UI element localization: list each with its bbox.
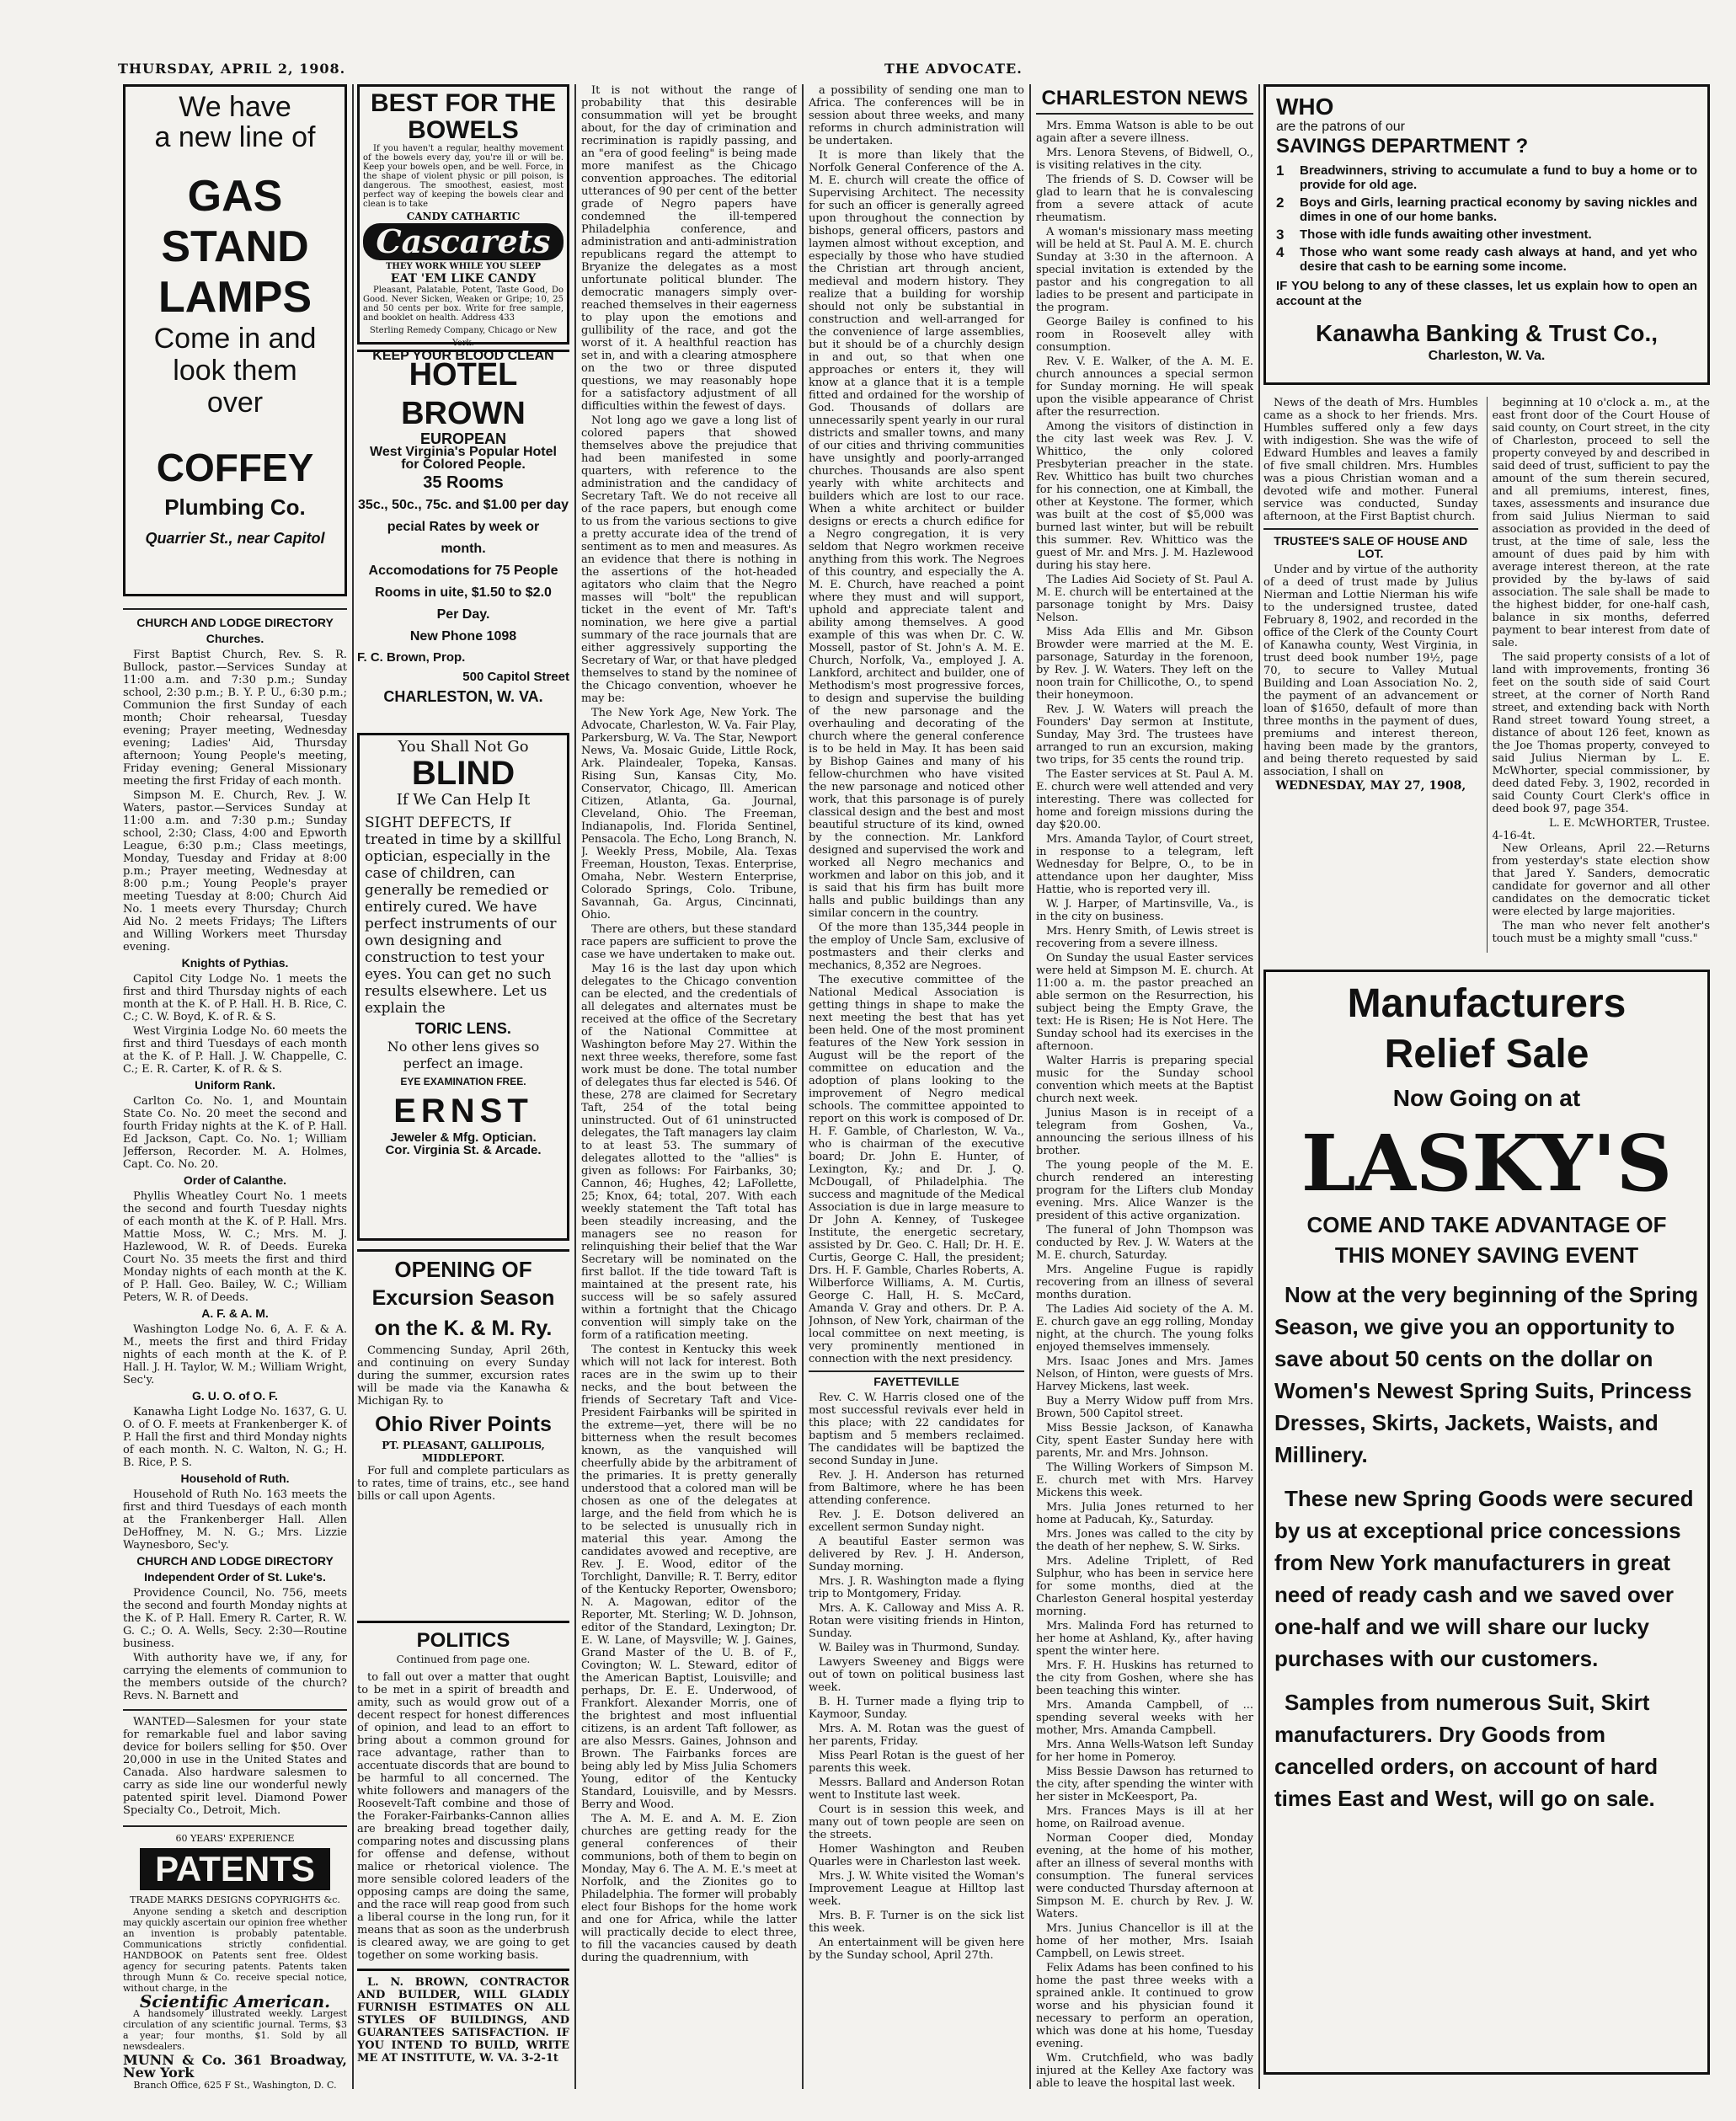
ad-line: BEST FOR THE [370,89,556,117]
news-item: Mrs. Junius Chancellor is ill at the home of her mother, Mrs. Isaiah Campbell, on Lewis street. [1036,1922,1253,1960]
ad-line: Manufacturers [1347,981,1626,1026]
ad-body: These new Spring Goods were secured by us at exceptional price concessions from New York manufacturers in great need of ready cash and we saved over one-half and we will share our lucky purchases with our customers. [1274,1486,1694,1671]
directory-entry: Phyllis Wheatley Court No. 1 meets the second and fourth Tuesday nights of each month at the K. of P. Hall. Mrs. Mattie Moss, W. C.; Mrs. M. J. Hazlewood, W. R. of Deeds. Eureka Court No. 35 meets the first and third Monday nights of each month at the K. of P. Hall. Geo. Bailey, W. C.; William Peters, W. R. of Deeds. [123,1190,347,1304]
column-1 [123,84,347,2097]
directory-entry: Carlton Co. No. 1, and Mountain State Co. No. 20 meet the second and fourth Friday nights at the K. of P. Hall. Ed Jackson, Capt. Co. No. 1; William Jefferson, Recorder. M. A. Holmes, Capt. Co. No. 20. [123,1095,347,1171]
ad-line: STAND [161,222,309,271]
news-item: Mrs. Henry Smith, of Lewis street is recovering from a severe illness. [1036,925,1253,950]
ad-line: West Virginia's Popular Hotel [370,445,557,459]
ad-line: No other lens gives so perfect an image. [387,1039,540,1071]
paper-name: THE ADVOCATE. [884,61,1023,77]
section-heading: CHURCH AND LODGE DIRECTORY [136,616,334,629]
bank-list-item [1276,227,1697,242]
divider [1263,528,1478,530]
bank-list-item [1276,245,1697,274]
politics-article [357,1621,569,1962]
ad-body: Commencing Sunday, April 26th, and continuing on every Sunday during the summer, excursion rates will be made via the Kanawha & Michigan Ry. to [357,1344,569,1408]
column-rule [574,84,576,2089]
news-item: Mrs. Anna Wells-Watson left Sunday for her home in Pomeroy. [1036,1739,1253,1764]
column-6 [1263,84,1710,2097]
ad-line: COME AND TAKE ADVANTAGE OF [1306,1212,1667,1237]
news-item: Mrs. Frances Mays is ill at her home, on Railroad avenue. [1036,1805,1253,1830]
ad-line: Plumbing Co. [164,494,306,520]
article-paragraph: New Orleans, April 22.—Returns from yesterday's state election show that Jared Y. Sanders, democratic candidate for governor and all other candidates on the democratic ticket were elected by large majorities. [1492,842,1710,918]
news-item: Rev. J. H. Anderson has returned from Baltimore, where he has been attending conference. [809,1469,1024,1507]
ad-line: CHARLESTON, W. VA. [383,688,543,705]
news-item: A beautiful Easter sermon was delivered by Rev. J. H. Anderson, Sunday morning. [809,1536,1024,1573]
news-item: Miss Ada Ellis and Mr. Gibson Browder were married at the M. E. parsonage, Saturday in the forenoon, by Rev. J. W. Waters. They left on the noon train for Chillicothe, O., to spend their honeymoon. [1036,626,1253,702]
news-item: Walter Harris is preparing special music for the Sunday school convention which meets at the Baptist church next week. [1036,1055,1253,1105]
item-number: 3 [1276,227,1285,243]
article-paragraph: The contest in Kentucky this week which will not lack for interest. Both races are in the swim up to their necks, and the bout between the friends of Secretary Taft and Vice-President Fairbanks will be spirited in the extreme—yet, there will be no bitterness when the result becomes known, as the vanquished will cheerfully abide by the arbitrament of the primaries. It is pretty generally understood that a colored man will be chosen as one of the delegates at large, and the field from which he is to be selected is unusually rich in material this year. Among the candidates avowed and receptive, are Rev. J. E. Wood, editor of the Torchlight, Danville; R. T. Berry, editor of the Kentucky Reporter, Owensboro; N. A. Magowan, editor of the Reporter, Mt. Sterling; W. D. Johnson, editor of the Standard, Lexington; Dr. E. W. Lane, of Maysville; W. J. Gaines, Grand Master of the U. B. of F., Covington; W. L. Steward, editor of the American Baptist, Louisville; and perhaps, Dr. E. E. Underwood, of Frankfort. Alexander Morris, one of the brightest and most influential citizens, is an ardent Taft follower, as are also Messrs. Gaines, Johnson and Brown. The Fairbanks forces are being ably led by Miss Julia Schomers Young, editor of the Kentucky Standard, Louisville, and by Messrs. Berry and Wood. [581,1344,797,1811]
ad-line: Sterling Remedy Company, Chicago or New York. [369,326,558,348]
patents-ad [123,1825,347,2092]
ad-line: month. [441,542,486,556]
article-paragraph: The executive committee of the National Medical Association is getting things in shape to make the next meeting the best that has yet been held. One of the most prominent features of the New York session in August will be the report of the committee on education and the adoption of plans looking to the improvement of Negro medical schools. The committee appointed to report on this work is composed of Dr. H. F. Gamble, of Charleston, W. Va., who is chairman of the executive board; Dr. John E. Hunter, of Lexington, Ky.; and Dr. J. Q. McDougall, of Philadelphia. The success and magnitude of the Medical Association is due in large measure to Dr John A. Kenney, of Tuskegee Institute, the energetic secretary, assisted by Dr. Geo. C. Hall; Dr. H. E. Curtis, George C. Hall, the president; Drs. H. F. Gamble, Charles Roberts, A. Wilberforce Williams, A. M. Curtis, George C. Hall, H. S. McCard, Amanda V. Gray and others. Dr. P. A. Johnson, of New York, chairman of the local committee on next meeting, is very prominently mentioned in connection with the next presidency. [809,974,1024,1365]
news-item: Mrs. J. R. Washington made a flying trip to Montgomery, Friday. [809,1575,1024,1600]
ad-body: Pleasant, Palatable, Potent, Taste Good, Do Good. Never Sicken, Weaken or Gripe; 10, 25 and 50 cents per box. Write for free sample, and booklet on health. Address 433 [363,286,564,323]
directory-entry: Capitol City Lodge No. 1 meets the first and third Thursday nights of each month at the K. of P. Hall. H. B. Rice, C. C.; C. W. Boyd, K. of R. & S. [123,973,347,1023]
item-text: Boys and Girls, learning practical economy by saving nickles and dimes in one of our home banks. [1300,195,1697,224]
ad-body: Now at the very beginning of the Spring Season, we give you an opportunity to save about 50 cents on the dollar on Women's Newest Spring Suits, Princess Dresses, Skirts, Jackets, Waists, and Millinery. [1274,1282,1699,1467]
subheading: G. U. O. of O. F. [192,1389,278,1402]
column-rule [802,84,804,2089]
cascarets-logo: Cascarets [363,223,564,260]
ad-line: Come in and [153,323,317,355]
patents-body: Anyone sending a sketch and description may quickly ascertain our opinion free whether an invention is probably patentable. Communications strictly confidential. HANDBOOK on Patents sent free. Oldest agency for securing patents. Patents taken through Munn & Co. receive special notice, without charge, in the [123,1906,347,1994]
bank-ad [1263,84,1710,385]
munn-address: 361 Broadway, New York [123,2052,347,2081]
lasky-name: LASKY'S [1301,1118,1673,1209]
news-item: Mrs. Angeline Fugue is rapidly recovering from an illness of several months duration. [1036,1264,1253,1301]
directory-entry: Providence Council, No. 756, meets the second and fourth Monday nights at the K. of P. Hall. Emery R. Carter, R. W. G. C.; O. A. Wells, Secy. 2:30—Routine business. [123,1587,347,1650]
news-item: Rev. J. W. Waters will preach the Founders' Day sermon at Institute, Sunday, May 3rd. The trustees have arranged to run an excursion, making two trips, for 35 cents the round trip. [1036,703,1253,767]
news-item: Mrs. A. K. Calloway and Miss A. R. Rotan were visiting friends in Hinton, Sunday. [809,1602,1024,1640]
ad-body: L. N. BROWN, CONTRACTOR AND BUILDER, WILL GLADLY FURNISH ESTIMATES ON ALL STYLES OF BUILDINGS, AND GUARANTEES SATISFACTION. IF YOU INTEND TO BUILD, WRITE ME AT INSTITUTE, W. VA. 3-2-1t [357,1976,569,2065]
ad-line: BLIND [411,755,515,792]
ad-body: If you haven't a regular, healthy movement of the bowels every day, you're ill or will be. Keep your bowels open, and be well. Force, in the shape of violent physic or pill poison, is dangerous. The smoothest, easiest, most perfect way of keeping the bowels clear and clean is to take [363,144,564,209]
column-2 [357,84,569,2097]
subheading: Uniform Rank. [195,1078,275,1092]
sale-date: WEDNESDAY, MAY 27, 1908, [1275,779,1466,793]
news-item: Mrs. Isaac Jones and Mrs. James Nelson, of Hinton, were guests of Mrs. Harvey Mickens, last week. [1036,1355,1253,1393]
column-rule [352,84,354,2089]
news-item: The friends of S. D. Cowser will be glad to learn that he is convalescing from a severe attack of acute rheumatism. [1036,174,1253,224]
scientific-american: Scientific American. [139,1991,331,2011]
subheading: Household of Ruth. [180,1472,290,1485]
article-paragraph: The said property consists of a lot of land with improvements, fronting 36 feet on the south side of said Court street, at the corner of North Rand street, and extending back with North Rand street toward Young street, a distance of about 126 feet, known as the Joe Thomas property, conveyed to said Julius Nierman by L. E. McWhorter, special commissioner, by deed dated Feby. 3, 1902, recorded in said County Court Clerk's office in deed book 97, page 354. [1492,651,1710,815]
ad-line: Relief Sale [1384,1032,1589,1077]
ad-line: BOWELS [408,116,519,144]
patents-top: 60 YEARS' EXPERIENCE [175,1833,295,1844]
ad-line: EUROPEAN [419,430,506,447]
ad-line: Ohio River Points [375,1413,552,1436]
item-text: Those who want some ready cash always at hand, and yet who desire that cash to be earning some income. [1300,245,1697,274]
article-paragraph: to fall out over a matter that ought to be met in a spirit of breadth and amity, such as would grow out of a decent respect for honest differences of opinion, and lead to an effort to bring about a common ground for race advantage, rather than to accentuate discords that are bound to be harmful to all concerned. The white followers and managers of the Roosevelt-Taft combine and those of the Foraker-Fairbanks-Cannon allies are breaking bread together daily, comparing notes and discussing plans for offense and defense, without malice or rhetorical violence. The more sensible colored leaders of the opposing camps are doing the same, and the race will reap good from such a liberal course in the long run, for it means that as soon as the underbrush is cleared away, we are going to get together on some working basis. [357,1671,569,1962]
news-item: An entertainment will be given here by the Sunday school, April 27th. [809,1937,1024,1962]
news-item: A woman's missionary mass meeting will be held at St. Paul A. M. E. church Sunday at 3:30 in the afternoon. A special invitation is extended by the pastor and his congregation to all ladies to be present and participate in the program. [1036,226,1253,314]
article-paragraph: Under and by virtue of the authority of a deed of trust made by Julius Nierman and Lottie Nierman his wife to the undersigned trustee, dated February 8, 1902, and recorded in the office of the Clerk of the County Court of Kanawha county, West Virginia, in trust deed book number 19½, page 70, to secure to Valley Mutual Building and Loan Association No. 2, the payment of an advancement or loan of $1650, default of more than three months in the payment of dues, premiums and interest thereon, having been made by the grantors, and being thereto requested by said association, I shall on [1263,564,1478,778]
fayetteville-items [809,1392,1024,1962]
item-number: 4 [1276,244,1285,260]
ad-line: CANDY CATHARTIC [406,211,521,222]
news-item: The funeral of John Thompson was conducted by Rev. J. W. Waters at the M. E. church, Saturday. [1036,1224,1253,1262]
directory-entry: Simpson M. E. Church, Rev. J. W. Waters, pastor.—Services Sunday at 11:00 a.m. and 7:30 p.m.; Sunday school, 2:30; Class, 4:00 and Epworth League, 6:30 p.m.; Class meetings, Monday, Tuesday and Friday at 8:00 p.m.; Prayer meeting, Wednesday at 8:00 p.m.; Young People's prayer meeting Tuesday at 8:00; Church Aid No. 1 meets every Thursday; Church Aid No. 2 meets Fridays; The Lifters and Willing Workers meet Thursday evening. [123,789,347,954]
notices-right [1487,397,1710,953]
coffey-ad [123,84,347,596]
directory-entry: West Virginia Lodge No. 60 meets the first and third Tuesdays of each month at the K. of P. Hall. J. W. Chappelle, C. C.; E. R. Carter, K. of R. & S. [123,1025,347,1076]
news-item: W. Bailey was in Thurmond, Sunday. [819,1642,1020,1654]
ad-line: are the patrons of our [1276,120,1405,134]
ad-line: OPENING OF [394,1257,532,1282]
patents-title: PATENTS [140,1848,330,1890]
column-rule [1029,84,1031,2089]
ad-line: 35c., 50c., 75c. and $1.00 per day [358,498,569,512]
directory-entry: Household of Ruth No. 163 meets the first and third Tuesdays of each month at the Frankenberger Hall. Allen DeHoffney, M. N. G.; Mrs. Lizzie Waynesboro, Sec'y. [123,1488,347,1552]
article-paragraph: It is not without the range of probability that this desirable consummation will yet be brought about, for the day of crimination and recrimination is rapidly passing, and an "era of good feeling" is being made more manifest as the Chicago convention approaches. The editorial utterances of 90 per cent of the better grade of Negro papers have condemned the ill-tempered Philadelphia conference, and administration and anti-administration republicans regard the attempt to Bryanize the delegates as a most unfortunate political blunder. The democratic managers simply over-reached themselves in their eagerness to play upon the emotions and gullibility of the race, and got the worst of it. A healthful reaction has set in, and with a clearing atmosphere on the two or three disputed questions, we may reasonably hope for a satisfactory adjustment of all difficulties within the fewest of days. [581,84,797,413]
trustee-signature: L. E. McWHORTER, Trustee. [1548,817,1710,830]
article-paragraph: Of the more than 135,344 people in the employ of Uncle Sam, exclusive of postmasters and their clerks and mechanics, 8,352 are Negroes. [809,922,1024,972]
news-item: On Sunday the usual Easter services were held at Simpson M. E. church. At 11:00 a. m. the pastor preached an able sermon on the Resurrection, his subject being the Empty Grave, the text: He is Risen; He is Not Here. The Sunday school had its exercises in the afternoon. [1036,952,1253,1053]
news-item: Homer Washington and Reuben Quarles were in Charleston last week. [809,1843,1024,1868]
news-item: Mrs. F. H. Huskins has returned to the city from Goshen, where she has been teaching this winter. [1036,1659,1253,1697]
patents-body: A handsomely illustrated weekly. Largest circulation of any scientific journal. Terms, $3 a year; four months, $1. Sold by all newsdealers. [123,2008,347,2052]
subheading: Independent Order of St. Luke's. [144,1570,326,1584]
ad-line: You Shall Not Go [398,738,529,756]
directory-entry: With authority have we, if any, for carrying the elements of communion to the members outside of the church? Revs. N. Barnett and [123,1652,347,1702]
ad-line: THIS MONEY SAVING EVENT [1334,1242,1639,1268]
ad-line: on the K. & M. Ry. [374,1317,553,1340]
ad-line: a new line of [154,121,316,153]
section-heading: TRUSTEE'S SALE OF HOUSE AND LOT. [1274,534,1468,560]
patents-sub: TRADE MARKS DESIGNS COPYRIGHTS &c. [130,1894,340,1905]
ad-line: Now Going on at [1392,1085,1581,1111]
news-item: Miss Bessie Jackson, of Kanawha City, spent Easter Sunday here with parents, Mr. and Mrs. Johnson. [1036,1422,1253,1460]
news-item: Mrs. A. M. Rotan was the guest of her parents, Friday. [809,1723,1024,1748]
cascarets-ad [357,84,569,363]
ad-line: KEEP YOUR BLOOD CLEAN [372,349,554,363]
subheading: Knights of Pythias. [181,956,289,970]
ad-line: TORIC LENS. [415,1020,511,1037]
ad-body: SIGHT DEFECTS, If treated in time by a skillful optician, especially in the case of children, can generally be remedied or entirely cured. We have perfect instruments of our own designing and construction to test your eyes. You can get no such results elsewhere. Let us explain the [365,815,562,1017]
branch-office: Branch Office, 625 F St., Washington, D. C. [133,2080,337,2091]
news-item: The young people of the M. E. church rendered an interesting program for the Lifters club Monday evening. Mrs. Alice Wanzer is the president of this active organization. [1036,1159,1253,1222]
column-4 [809,84,1024,2097]
news-item: Rev. J. E. Dotson delivered an excellent sermon Sunday night. [809,1509,1024,1534]
news-item: B. H. Turner made a flying trip to Kaymoor, Sunday. [809,1696,1024,1721]
item-number: 1 [1276,163,1285,179]
munn-line [123,2054,347,2079]
column-3 [581,84,797,2097]
article-title: POLITICS [416,1629,510,1652]
news-item: Wm. Crutchfield, who was badly injured at the Kelley Axe factory was able to leave the hospital last week. [1036,2052,1253,2090]
news-item: Rev. V. E. Walker, of the A. M. E. church announces a special sermon for Sunday morning. He will speak upon the visible appearance of Christ after the resurrection. [1036,355,1253,419]
article-paragraph: a possibility of sending one man to Africa. The conferences will be in session about three weeks, and many reforms in church administration will be undertaken. [809,84,1024,147]
column-rule [1258,84,1260,2089]
news-item: Mrs. Amanda Taylor, of Court street, in response to a telegram, left Wednesday for Belpre, O., to be in attendance upon her daughter, Miss Hattie, who is reported very ill. [1036,833,1253,896]
continued-note: Continued from page one. [396,1654,531,1665]
ad-line: Jeweler & Mfg. Optician. [390,1130,537,1145]
munn: MUNN & Co. [123,2052,227,2068]
news-item: Mrs. Malinda Ford has returned to her home at Ashland, Ky., after having spent the winter here. [1036,1620,1253,1658]
news-item: W. J. Harper, of Martinsville, Va., is in the city on business. [1036,898,1253,923]
page-header [118,61,1701,83]
ad-line: Excursion Season [371,1286,555,1310]
ad-line: New Phone 1098 [409,629,517,644]
directory-entry: Washington Lodge No. 6, A. F. & A. M., meets the first and third Friday nights of each month at the K. of P. Hall. J. H. Taylor, W. M.; William Wright, Sec'y. [123,1323,347,1386]
ad-line: F. C. Brown, Prop. [357,650,466,665]
directory-entry: Kanawha Light Lodge No. 1637, G. U. O. of O. F. meets at Frankenberger K. of P. Hall the first and third Monday nights of each month. N. C. Walton, N. G.; H. B. Rice, P. S. [123,1406,347,1469]
article-paragraph: beginning at 10 o'clock a. m., at the east front door of the Court House of said county, on Court street, in the city of Charleston, proceed to sell the property conveyed by and described in said deed of trust, sufficient to pay the amount of the sum therein secured, and all premiums, interest, fines, taxes, assessments and insurance due from said Julius Nierman to said association as provided in the deed of trust, at the time of sale, less the amount of dues paid by him with average interest thereon, at the rate provided by the by-laws of said association. The sale shall be made to the highest bidder, for one-half cash, balance in six months, deferred payment to bear interest from date of sale. [1492,397,1710,649]
news-item: George Bailey is confined to his room in Roosevelt alley with consumption. [1036,316,1253,354]
bank-name: Kanawha Banking & Trust Co., [1315,320,1659,346]
news-item: Mrs. Jones was called to the city by the death of her nephew, S. W. Sirks. [1036,1528,1253,1553]
news-item: Mrs. Adeline Triplett, of Red Sulphur, who has been in service here for some months, died at the Charleston General hospital yesterday morning. [1036,1555,1253,1618]
blind-ad [357,733,569,1241]
article-paragraph: May 16 is the last day upon which delegates to the Chicago convention can be elected, and the credentials of all delegates and alternates must be received at the office of the Secretary of the National Committee at Washington before May 27. Within the next three weeks, therefore, some fast work must be done. The total number of delegates thus far elected is 546. Of these, 278 are claimed for Secretary Taft, 254 of the total being uninstructed. Out of 61 uninstructed delegates, the Taft managers lay claim to at least 53. The summary of delegates allotted to the "allies" is given as follows: For Fairbanks, 30; Cannon, 46; Hughes, 42; LaFollette, 25; Knox, 64; total, 207. With each weekly statement the Taft total has been steadily increasing, and the managers see no reason for relinquishing their belief that the War Secretary will be nominated on the first ballot. If the tide toward Taft is maintained at the present rate, his success will be so safely assured within a fortnight that the Chicago convention will simply take on the form of a ratification meeting. [581,963,797,1342]
news-item: Mrs. Lenora Stevens, of Bidwell, O., is visiting relatives in the city. [1036,147,1253,172]
ad-line: 35 Rooms [423,473,504,492]
subheading: A. F. & A. M. [201,1306,269,1320]
ad-line: Rooms in uite, $1.50 to $2.0 [375,585,552,600]
ad-line: GAS [187,172,283,221]
item-text: Those with idle funds awaiting other investment. [1300,227,1592,242]
news-item: Miss Bessie Dawson has returned to the city, after spending the winter with her sister in McKeesport, Pa. [1036,1766,1253,1803]
ad-line: LAMPS [158,273,312,322]
directory-entry: First Baptist Church, Rev. S. R. Bullock, pastor.—Services Sunday at 11:00 a.m. and 7:30 p.m.; Sunday school, 2:30 p.m.; B. Y. P. U., 6:30 p.m.; Communion the first Sunday of each month; Choir rehearsal, Tuesday evening; Prayer meeting, Wednesday evening; Ladies' Aid, Thursday afternoon; Young People's meeting, Friday evening; General Missionary meeting the first Friday of each month. [123,649,347,788]
ad-line: pecial Rates by week or [387,520,540,534]
ad-line: Accomodations for 75 People [368,564,558,578]
article-paragraph: The man who never felt another's touch must be a mighty small "cuss." [1492,920,1710,945]
ad-body: Samples from numerous Suit, Skirt manufacturers. Dry Goods from cancelled orders, on account of hard times East and West, will go on sale. [1274,1690,1659,1811]
article-paragraph: The New York Age, New York. The Advocate, Charleston, W. Va. Fair Play, Parkersburg, W. Va. The Star, Newport News, Va. Mosaic Guide, Little Rock, Ark. Plaindealer, Topeka, Kansas. Rising Sun, Kansas City, Mo. Conservator, Chicago, Ill. American Citizen, Atlanta, Ga. Journal, Cleveland, Ohio. The Freeman, Indianapolis, Ind. Florida Sentinel, Pensacola. The Echo, Long Branch, N. J. Weekly Press, Mobile, Ala. Texas Freeman, Houston, Texas. Enterprise, Omaha, Nebr. Western Enterprise, Colorado Springs, Colo. Tribune, Savannah, Ga. Argus, Cincinnati, Ohio. [581,707,797,922]
wanted-text: WANTED—Salesmen for your state for remarkable fuel and labor saving device for boilers selling for $50. Over 20,000 in use in the United States and Canada. Also hardware salesmen to carry as side line our wonderful newly patented spirit level. Diamond Power Specialty Co., Detroit, Mich. [123,1716,347,1817]
ad-line: for Colored People. [401,457,526,472]
news-item: The Easter services at St. Paul A. M. E. church were well attended and very interesting. There was collected for home and foreign missions during the day $20.00. [1036,768,1253,831]
news-item: Mrs. Amanda Campbell, of ... spending several weeks with her mother, Mrs. Amanda Campbell. [1036,1699,1253,1737]
news-item: The Willing Workers of Simpson M. E. church met with Mrs. Harvey Mickens this week. [1036,1461,1253,1499]
notices-left [1263,397,1478,953]
ad-line: Per Day. [436,607,490,622]
church-lodge-directory [123,608,347,1702]
subheading: Order of Calanthe. [183,1173,287,1187]
ad-line: Quarrier St., near Capitol [145,530,325,547]
article-paragraph: It is more than likely that the Norfolk General Conference of the A. M. E. church will create the office of Supervising Architect. The necessity for such an officer is generally agreed upon throughout the connection by bishops, general officers, pastors and laymen almost without exception, and especially by those who have studied the Christian art through ancient, medieval and modern history. They realize that a building for worship should not only be substantial in construction and well-arranged for the convenience of large assemblies, but it should be of a churchly design in and out, so that when one approaches or enters it, they will know at a glance that it is a temple fitted and ordained for the worship of God. Thousands of dollars are unnecessarily spent yearly in our rural districts and smaller towns, and many of our cities and thriving communities have unsightly and poorly-arranged churches. Thousands are also spent yearly with white architects and builders which are lost to our race. When a white architect or builder designs or erects a church edifice for a Negro congregation, it is very seldom that Negro workmen receive anything from this work. The Negroes of this country, and especially the A. M. E. Church, have reached a point where they must and will support, uphold and appreciate talent and ability among themselves. A good example of this was when Dr. C. W. Mossell, pastor of St. John's A. M. E. Church, Norfolk, Va., employed J. A. Lankford, architect and builder, one of Methodism's most progressive forces, to design and supervise the building of the new parsonage and the overhauling and decorating of the church where the general conference is to be held in May. It has been said by Bishop Gaines and many of his fellow-churchmen who have visited the new parsonage and noticed other work, that this parsonage is of purely classical design and the best and most beautiful structure of its kind, owned by the connection. Mr. Lankford designed and supervised the work and worked all Negro mechanics and workmen and labor on this job, and it is said that his firm has built more halls and public buildings than any similar concern in the country. [809,149,1024,920]
ad-line: WHO [1276,93,1334,120]
news-item: Mrs. Emma Watson is able to be out again after a severe illness. [1036,120,1253,145]
news-item: Mrs. J. W. White visited the Woman's Improvement League at Hilltop last week. [809,1870,1024,1908]
ad-line: EAT 'EM LIKE CANDY [390,272,537,286]
section-heading: CHURCH AND LODGE DIRECTORY [136,1554,334,1568]
article-paragraph: The A. M. E. and A. M. E. Zion churches are getting ready for the general conferences of their communions, both of them to begin on Monday, May 6. The A. M. E.'s meet at Norfolk, and the Zionites go to Philadelphia. The former will probably elect four Bishops for the home work and one for Africa, while the latter will practically decide to elect three, to fill the vacancies caused by death during the quadrennium, with [581,1813,797,1964]
ad-line: EYE EXAMINATION FREE. [400,1076,526,1087]
hotel-brown-ad [357,350,569,726]
news-item: The Ladies Aid Society of St. Paul A. M. E. church will be entertained at the parsonage tonight by Mrs. Daisy Nelson. [1036,574,1253,624]
hotel-name: HOTEL BROWN [401,357,526,431]
news-item: The Ladies Aid society of the A. M. E. church gave an egg rolling, Monday night, at the church. The young folks enjoyed themselves immensely. [1036,1303,1253,1354]
excursion-ad [357,1249,569,1617]
ad-line: THEY WORK WHILE YOU SLEEP [385,262,542,271]
ad-line: look them [173,355,297,387]
article-paragraph: There are others, but these standard race papers are sufficient to prove the case we have undertaken to make out. [581,923,797,961]
article-paragraph: Not long ago we gave a long list of colored papers that showed themselves above the prejudice that had been manifested in some quarters, with reference to the administration and the candidacy of Secretary Taft. We do not receive all of the race papers, but enough come to us from the various sections to give a pretty accurate idea of the trend of sentiment as to men and measures. As an evidence that there is nothing in the assertions of the hot-headed agitators who claim that the Negro masses will "bolt" the republican ticket in the event of Mr. Taft's nomination, we here give a partial summary of the race journals that are either aggressively supporting the Secretary of War, or that have pledged themselves to stand by the nominee of the Chicago convention, whoever he may be: [581,414,797,705]
news-item: Court is in session this week, and many out of town people are seen on the streets. [809,1803,1024,1841]
news-item: Felix Adams has been confined to his home the past three weeks with a sprained ankle. It continued to grow worse and his physician found it necessary to perform an operation, which was done at his home, Tuesday evening. [1036,1962,1253,2050]
ad-line: PT. PLEASANT, GALLIPOLIS, MIDDLEPORT. [382,1440,545,1464]
issue-date: THURSDAY, APRIL 2, 1908. [118,61,346,77]
news-item: Mrs. Julia Jones returned to her home at Paducah, Ky., Saturday. [1036,1501,1253,1526]
charleston-items [1036,120,1253,2090]
bank-list-item [1276,195,1697,224]
subheading: Churches. [206,632,264,645]
news-item: Among the visitors of distinction in the city last week was Rev. J. V. Whittico, the only colored Presbyterian preacher in the state. Rev. Whittico has built two churches for his connection, one at Kimball, the other at Keystone. The former, which was built at the cost of $5,000 was burned last winter, but will be rebuilt this summer. Rev. Whittico was the guest of Mr. and Mrs. J. M. Hazlewood during his stay here. [1036,420,1253,572]
news-item: Norman Cooper died, Monday evening, at the home of his mother, after an illness of several months with consumption. The funeral services were conducted Thursday afternoon at Simpson M. E. church by Rev. J. W. Waters. [1036,1832,1253,1921]
news-item: Rev. C. W. Harris closed one of the most successful revivals ever held in this place; with 22 candidates for baptism and 5 members reclaimed. The candidates will be baptized the second Sunday in June. [809,1392,1024,1467]
item-text: Breadwinners, striving to accumulate a fund to buy a home or to provide for old age. [1300,163,1697,192]
brown-contractor-ad [357,1969,569,2065]
wanted-ad [123,1709,347,1817]
ad-line: If We Can Help It [396,791,531,809]
item-number: 2 [1276,195,1285,211]
article-paragraph: News of the death of Mrs. Humbles came as a shock to her friends. Mrs. Humbles suffered only a few days with indigestion. She was the wife of Edward Humbles and leaves a family of five small children. Mrs. Humbles was a pious Christian woman and a devoted wife and mother. Funeral service was conducted, Sunday afternoon, at the First Baptist church. [1263,397,1478,523]
ad-line: COFFEY [156,446,314,489]
ad-line: IF YOU belong to any of these classes, let us explain how to open an account at the [1276,279,1697,308]
news-item: Buy a Merry Widow puff from Mrs. Brown, 500 Capitol street. [1036,1395,1253,1420]
news-item: Messrs. Ballard and Anderson Rotan went to Institute last week. [809,1776,1024,1802]
run-note: 4-16-4t. [1492,830,1536,842]
ad-line: 500 Capitol Street [462,670,569,684]
notices-row [1263,397,1710,953]
ernst-name: ERNST [393,1093,533,1130]
bank-list-item [1276,163,1697,192]
ad-body: For full and complete particulars as to rates, time of trains, etc., see hand bills or call upon Agents. [357,1465,569,1503]
lasky-ad [1263,970,1710,2075]
news-item: Junius Mason is in receipt of a telegram from Goshen, Va., announcing the serious illness of his brother. [1036,1107,1253,1157]
ad-line: over [206,387,264,419]
divider [809,1370,1024,1372]
news-item: Mrs. B. F. Turner is on the sick list this week. [809,1910,1024,1935]
news-item: Miss Pearl Rotan is the guest of her parents this week. [809,1750,1024,1775]
ad-line: SAVINGS DEPARTMENT ? [1276,135,1529,158]
ad-line: Charleston, W. Va. [1428,349,1546,363]
ad-line: Cor. Virginia St. & Arcade. [385,1143,542,1157]
bank-items [1276,163,1697,274]
column-5 [1036,84,1253,2097]
ad-line: We have [179,91,291,123]
section-heading: CHARLESTON NEWS [1036,84,1253,115]
section-heading: FAYETTEVILLE [873,1375,959,1388]
news-item: Lawyers Sweeney and Biggs were out of town on political business last week. [809,1656,1024,1694]
